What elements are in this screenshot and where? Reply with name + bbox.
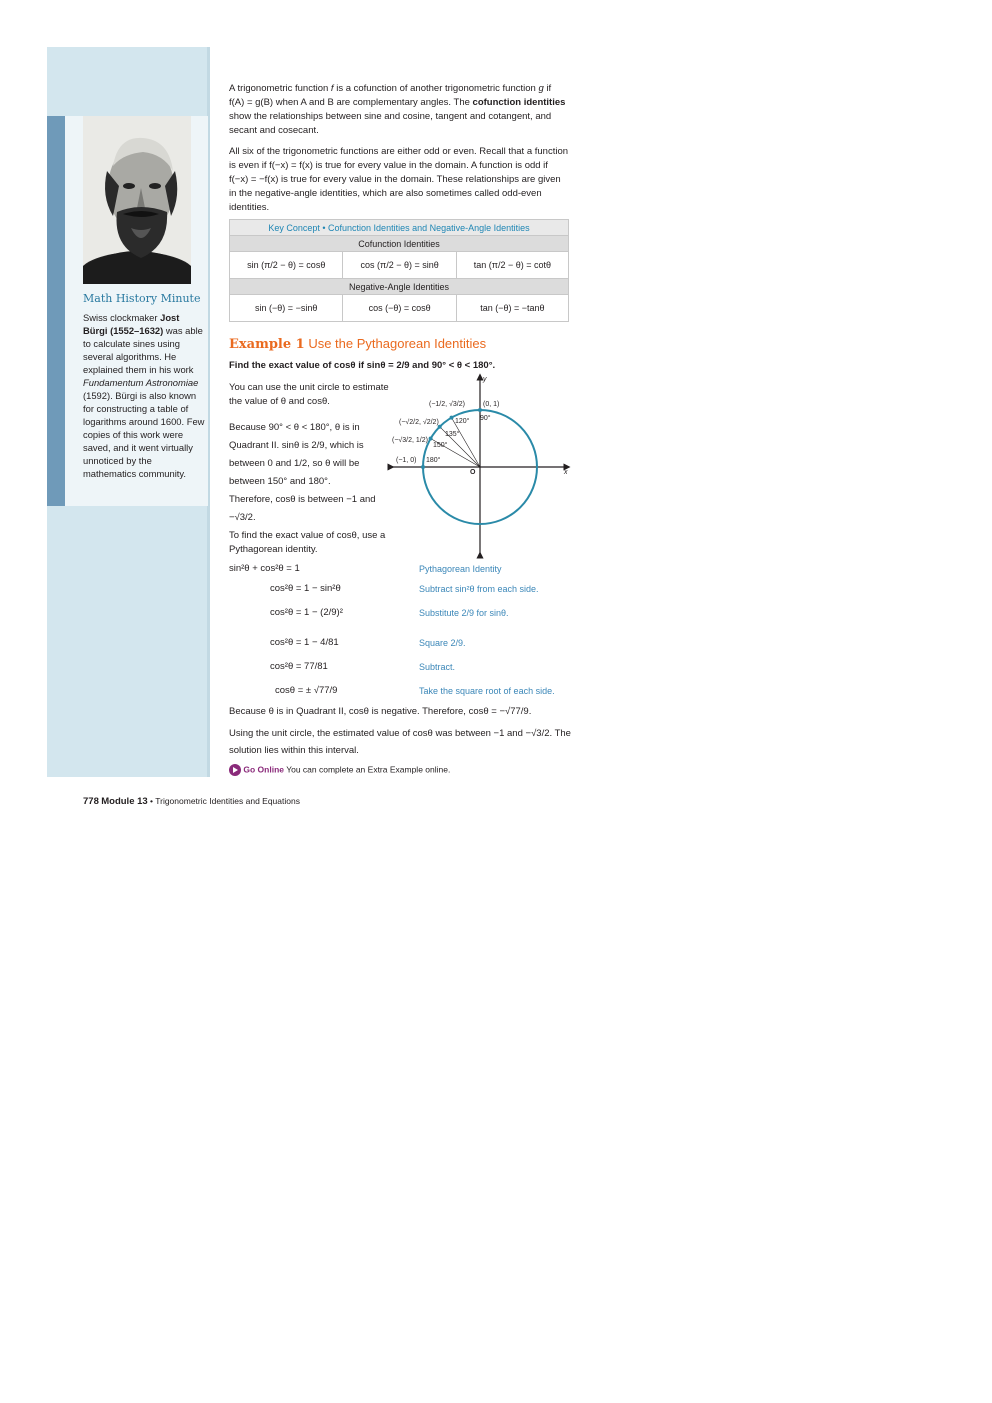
example-check: Using the unit circle, the estimated value of cosθ was between −1 and −√3/2. The solution lies within this interval. <box>229 728 571 756</box>
unit-circle-diagram <box>387 373 571 559</box>
label-point-0-1: (0, 1) <box>483 401 500 408</box>
label-90deg: 90° <box>480 415 491 422</box>
label-point-135: (−√2/2, √2/2) <box>399 419 439 426</box>
go-online-icon <box>229 764 241 776</box>
example-heading: Example 1 Use the Pythagorean Identities <box>229 336 487 352</box>
example-text-4: To find the exact value of cosθ, use a Pythagorean identity. <box>229 530 386 555</box>
example-text-1: You can use the unit circle to estimate the value of θ and cosθ. <box>229 382 389 407</box>
cofunction-sin: sin (π/2 − θ) = cosθ <box>230 252 343 279</box>
intro-paragraph-1: A trigonometric function f is a cofunction of another trigonometric function g if f(A) = g(B) when A and B are complementary angles. The cofunction identities show the relationships between sine and cosine, tangent and cotangent, and secant and cosecant. <box>229 83 566 136</box>
go-online-note: Go Online You can complete an Extra Example online. <box>229 764 450 776</box>
negative-cos: cos (−θ) = cosθ <box>343 295 456 322</box>
label-150deg: 150° <box>433 442 448 449</box>
step-6-note: Take the square root of each side. <box>419 686 555 696</box>
label-180deg: 180° <box>426 457 441 464</box>
step-1-note: Pythagorean Identity <box>419 564 502 574</box>
label-point-150: (−√3/2, 1/2) <box>392 437 428 444</box>
negative-tan: tan (−θ) = −tanθ <box>456 295 568 322</box>
history-work-title: Fundamentum Astronomiae <box>83 377 199 388</box>
cofunction-cos: cos (π/2 − θ) = sinθ <box>343 252 456 279</box>
go-online-link[interactable]: Go Online <box>243 764 284 775</box>
key-concept-header: Key Concept • Cofunction Identities and Negative-Angle Identities <box>230 220 569 236</box>
step-2-note: Subtract sin²θ from each side. <box>419 584 539 594</box>
key-concept-table <box>229 219 569 322</box>
label-point-180: (−1, 0) <box>396 457 417 464</box>
module-topic: Trigonometric Identities and Equations <box>155 796 300 806</box>
history-text: Swiss clockmaker Jost Bürgi (1552–1632) was able to calculate sines using several algorithms. He explained them in his work Fundamentum Astronomiae (1592). Bürgi is also known for constructing a table of logarithms around 1600. Few copies of this work were saved, and it went virtually unnoticed by the mathematics community. <box>83 312 205 479</box>
example-problem: Find the exact value of cosθ if sinθ = 2/9 and 90° < θ < 180°. <box>229 360 496 371</box>
label-135deg: 135° <box>445 431 460 438</box>
step-3-equation: cos²θ = 1 − (2/9)² <box>270 607 343 618</box>
page-footer: 778 Module 13 • Trigonometric Identities and Equations <box>83 796 300 807</box>
negative-sin: sin (−θ) = −sinθ <box>230 295 343 322</box>
cofunction-tan: tan (π/2 − θ) = cotθ <box>456 252 568 279</box>
step-5-equation: cos²θ = 77/81 <box>270 661 328 672</box>
step-5-note: Subtract. <box>419 662 456 672</box>
label-x-axis: x <box>564 469 568 476</box>
example-text-2: Because 90° < θ < 180°, θ is in Quadrant II. sinθ is 2/9, which is between 0 and 1/2, so θ will be between 150° and 180°. <box>229 422 364 487</box>
page-number: 778 <box>83 796 99 807</box>
history-title: Math History Minute <box>83 292 201 305</box>
intro-paragraph-2: All six of the trigonometric functions are either odd or even. Recall that a function is even if f(−x) = f(x) is true for every value in the domain. A function is odd if f(−x) = −f(x) is true for every value in the domain. These relationships are given in the negative-angle identities, which are also sometimes called odd-even identities. <box>229 146 569 213</box>
step-4-note: Square 2/9. <box>419 638 466 648</box>
history-card-accent <box>47 116 65 506</box>
module-label: Module 13 <box>101 796 148 807</box>
cofunction-title: Cofunction Identities <box>230 236 569 252</box>
label-y-axis: y <box>483 376 487 383</box>
example-conclusion: Because θ is in Quadrant II, cosθ is negative. Therefore, cosθ = −√77/9. <box>229 706 532 717</box>
step-6-equation: cosθ = ± √77/9 <box>275 685 338 696</box>
label-origin: O <box>470 469 476 476</box>
step-2-equation: cos²θ = 1 − sin²θ <box>270 583 341 594</box>
example-text-3: Therefore, cosθ is between −1 and −√3/2. <box>229 494 376 523</box>
label-120deg: 120° <box>455 418 470 425</box>
negative-angle-title: Negative-Angle Identities <box>230 279 569 295</box>
step-4-equation: cos²θ = 1 − 4/81 <box>270 637 339 648</box>
step-1-equation: sin²θ + cos²θ = 1 <box>229 563 300 574</box>
label-point-120: (−1/2, √3/2) <box>429 401 465 408</box>
portrait-image <box>83 116 191 284</box>
history-person: Jost Bürgi (1552–1632) <box>83 312 180 336</box>
step-3-note: Substitute 2/9 for sinθ. <box>419 608 509 618</box>
